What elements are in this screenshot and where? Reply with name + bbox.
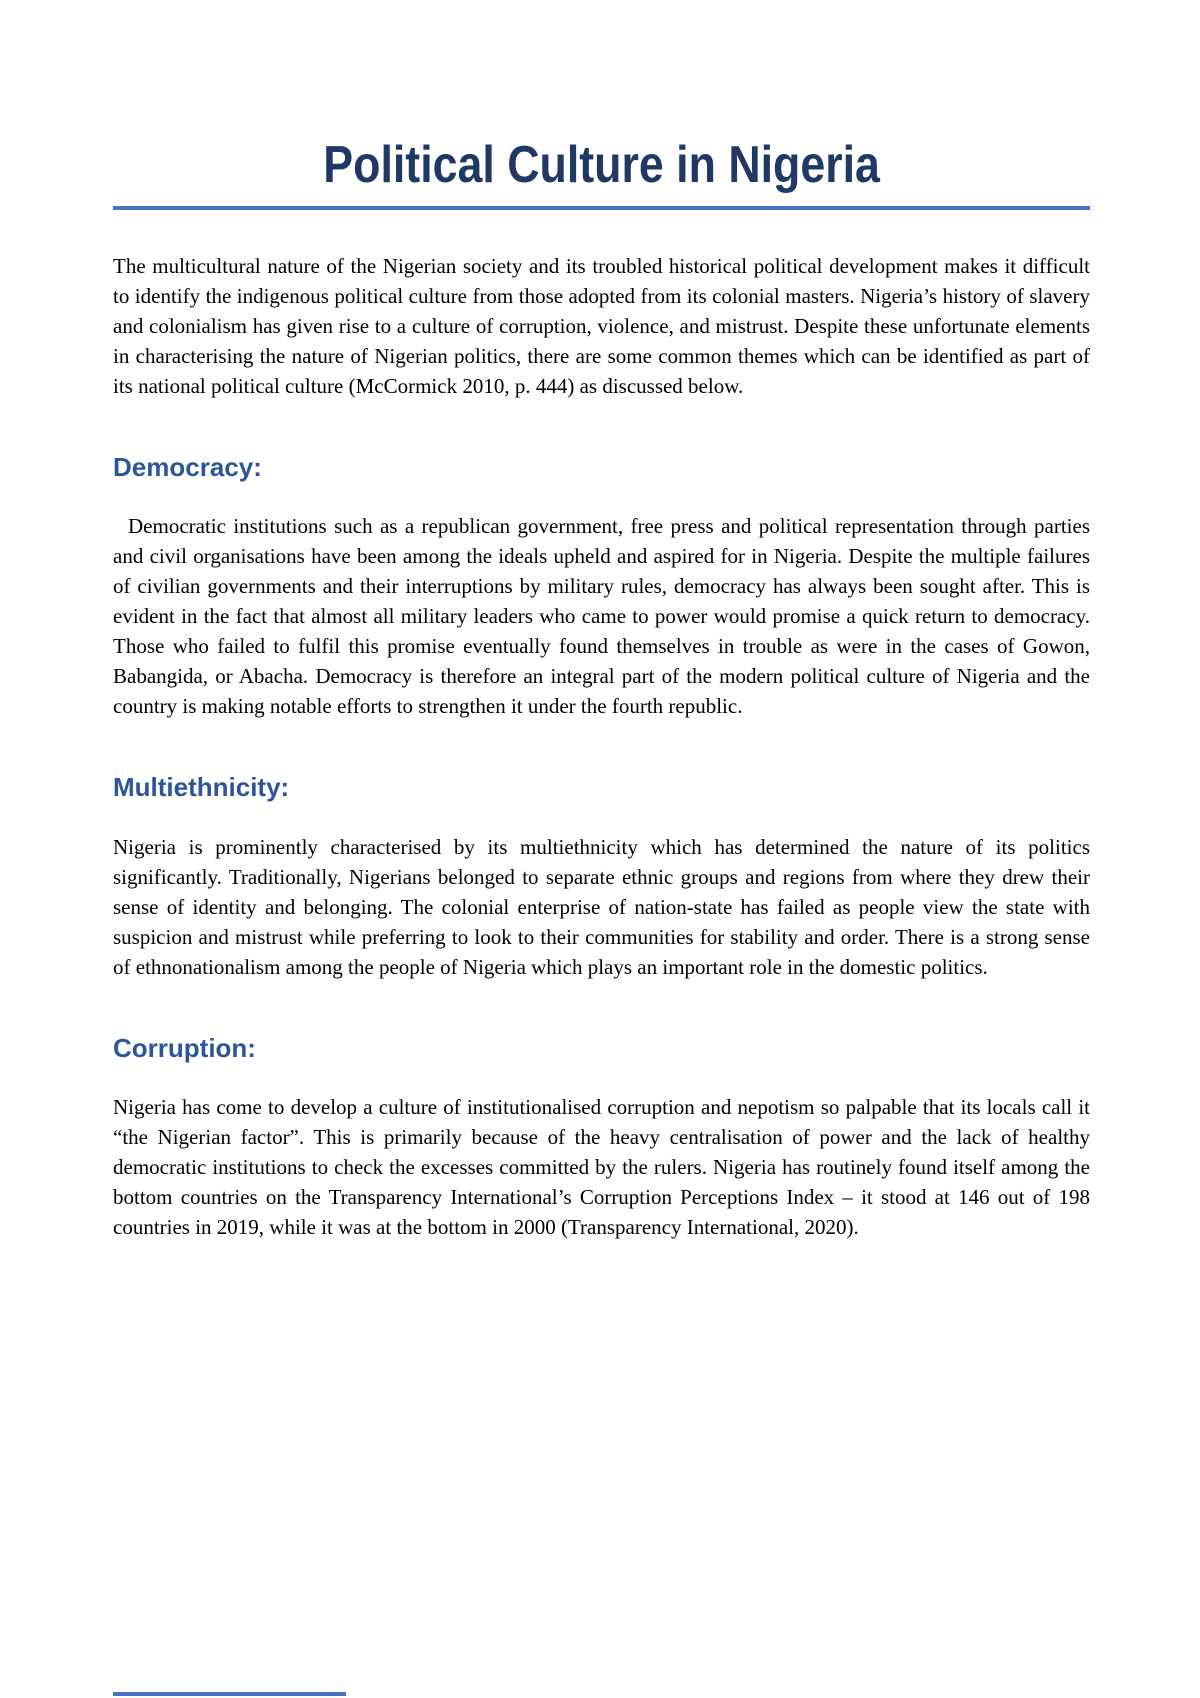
section-heading-corruption: Corruption: [113, 1032, 256, 1063]
section-paragraph-corruption: Nigeria has come to develop a culture of institutionalised corruption and nepotism so palpable that its locals call it “the Nigerian factor”. This is primarily because of the heavy centralisation of power and the lack of healthy democratic institutions to check the excesses committed by the rulers. Nigeria has routinely found itself among the bottom countries on the Transparency International’s Corruption Perceptions Index – it stood at 146 out of 198 countries in 2019, while it was at the bottom in 2000 (Transparency International, 2020). [113, 1095, 1090, 1240]
section-heading-multiethnicity: Multiethnicity: [113, 772, 290, 803]
section-paragraph-democracy: Democratic institutions such as a republican government, free press and political representation through parties and civil organisations have been among the ideals upheld and aspired for in Nigeria. Despite the multiple failures of civilian governments and their interruptions by military rules, democracy has always been sought after. This is evident in the fact that almost all military leaders who came to power would promise a quick return to democracy. Those who failed to fulfil this promise eventually found themselves in trouble as were in the cases of Gowon, Babangida, or Abacha. Democracy is therefore an integral part of the modern political culture of Nigeria and the country is making notable efforts to strengthen it under the fourth republic. [113, 514, 1090, 719]
page-title [113, 0, 1090, 193]
next-page-rule-fragment [113, 1692, 346, 1696]
page-title-text: Political Culture in Nigeria [323, 136, 880, 194]
section-paragraph-multiethnicity: Nigeria is prominently characterised by its multiethnicity which has determined the nature of its politics significantly. Traditionally, Nigerians belonged to separate ethnic groups and regions from where they drew their sense of identity and belonging. The colonial enterprise of nation-state has failed as people view the state with suspicion and mistrust while preferring to look to their communities for stability and order. There is a strong sense of ethnonationalism among the people of Nigeria which plays an important role in the domestic politics. [113, 834, 1090, 979]
intro-paragraph: The multicultural nature of the Nigerian society and its troubled historical political development makes it difficult to identify the indigenous political culture from those adopted from its colonial masters. Nigeria’s history of slavery and colonialism has given rise to a culture of corruption, violence, and mistrust. Despite these unfortunate elements in characterising the nature of Nigerian politics, there are some common themes which can be identified as part of its national political culture (McCormick 2010, p. 444) as discussed below. [113, 253, 1090, 398]
title-underline-rule [113, 206, 1090, 210]
section-heading-democracy: Democracy: [113, 451, 262, 482]
